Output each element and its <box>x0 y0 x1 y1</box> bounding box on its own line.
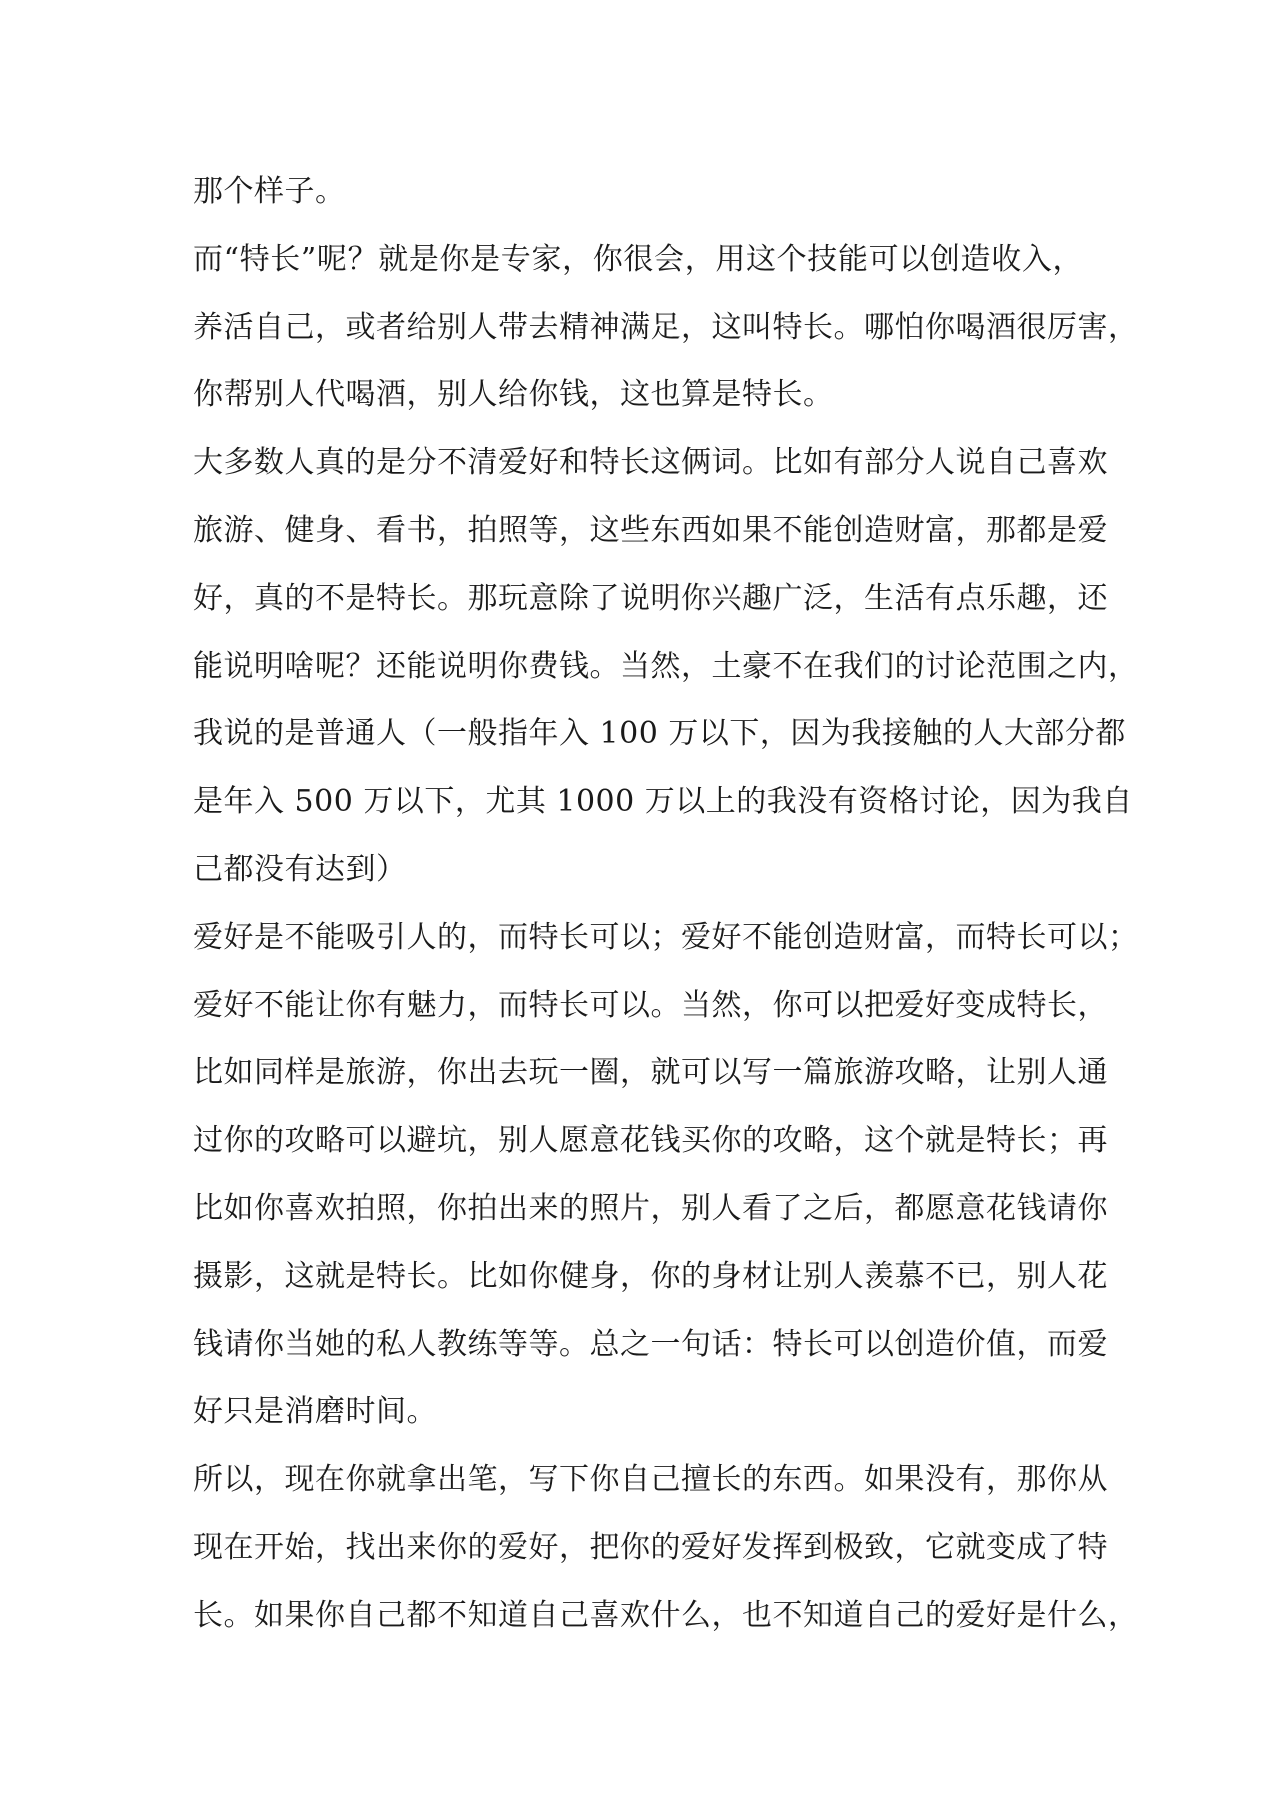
text-line: 而“特长”呢？就是你是专家，你很会，用这个技能可以创造收入， <box>193 241 1083 277</box>
text-line: 那个样子。 <box>193 174 346 209</box>
text-line: 钱请你当她的私人教练等等。总之一句话：特长可以创造价值，而爱 <box>193 1326 1108 1362</box>
text-line: 你帮别人代喝酒，别人给你钱，这也算是特长。 <box>193 377 834 413</box>
text-line: 大多数人真的是分不清爱好和特长这俩词。比如有部分人说自己喜欢 <box>193 445 1108 481</box>
text-line: 能说明啥呢？还能说明你费钱。当然，土豪不在我们的讨论范围之内， <box>193 648 1139 684</box>
text-line: 我说的是普通人（一般指年入 100 万以下，因为我接触的人大部分都 <box>193 716 1126 752</box>
body-text <box>193 158 1139 1650</box>
text-line: 摄影，这就是特长。比如你健身，你的身材让别人羡慕不已，别人花 <box>193 1258 1108 1294</box>
text-line: 所以，现在你就拿出笔，写下你自己擅长的东西。如果没有，那你从 <box>193 1462 1108 1498</box>
text-line: 是年入 500 万以下，尤其 1000 万以上的我没有资格讨论，因为我自 <box>193 784 1133 820</box>
text-line: 己都没有达到） <box>193 851 407 887</box>
text-line: 好只是消磨时间。 <box>193 1394 437 1430</box>
text-line: 爱好是不能吸引人的，而特长可以；爱好不能创造财富，而特长可以； <box>193 919 1139 955</box>
text-line: 爱好不能让你有魅力，而特长可以。当然，你可以把爱好变成特长， <box>193 987 1108 1023</box>
text-line: 长。如果你自己都不知道自己喜欢什么，也不知道自己的爱好是什么， <box>193 1597 1139 1633</box>
text-line: 旅游、健身、看书，拍照等，这些东西如果不能创造财富，那都是爱 <box>193 512 1108 548</box>
text-line: 养活自己，或者给别人带去精神满足，这叫特长。哪怕你喝酒很厉害， <box>193 309 1139 345</box>
text-line: 好，真的不是特长。那玩意除了说明你兴趣广泛，生活有点乐趣，还 <box>193 580 1108 616</box>
text-line: 比如同样是旅游，你出去玩一圈，就可以写一篇旅游攻略，让别人通 <box>193 1055 1108 1091</box>
text-line: 现在开始，找出来你的爱好，把你的爱好发挥到极致，它就变成了特 <box>193 1529 1108 1565</box>
text-line: 比如你喜欢拍照，你拍出来的照片，别人看了之后，都愿意花钱请你 <box>193 1190 1108 1226</box>
text-line: 过你的攻略可以避坑，别人愿意花钱买你的攻略，这个就是特长；再 <box>193 1123 1108 1159</box>
